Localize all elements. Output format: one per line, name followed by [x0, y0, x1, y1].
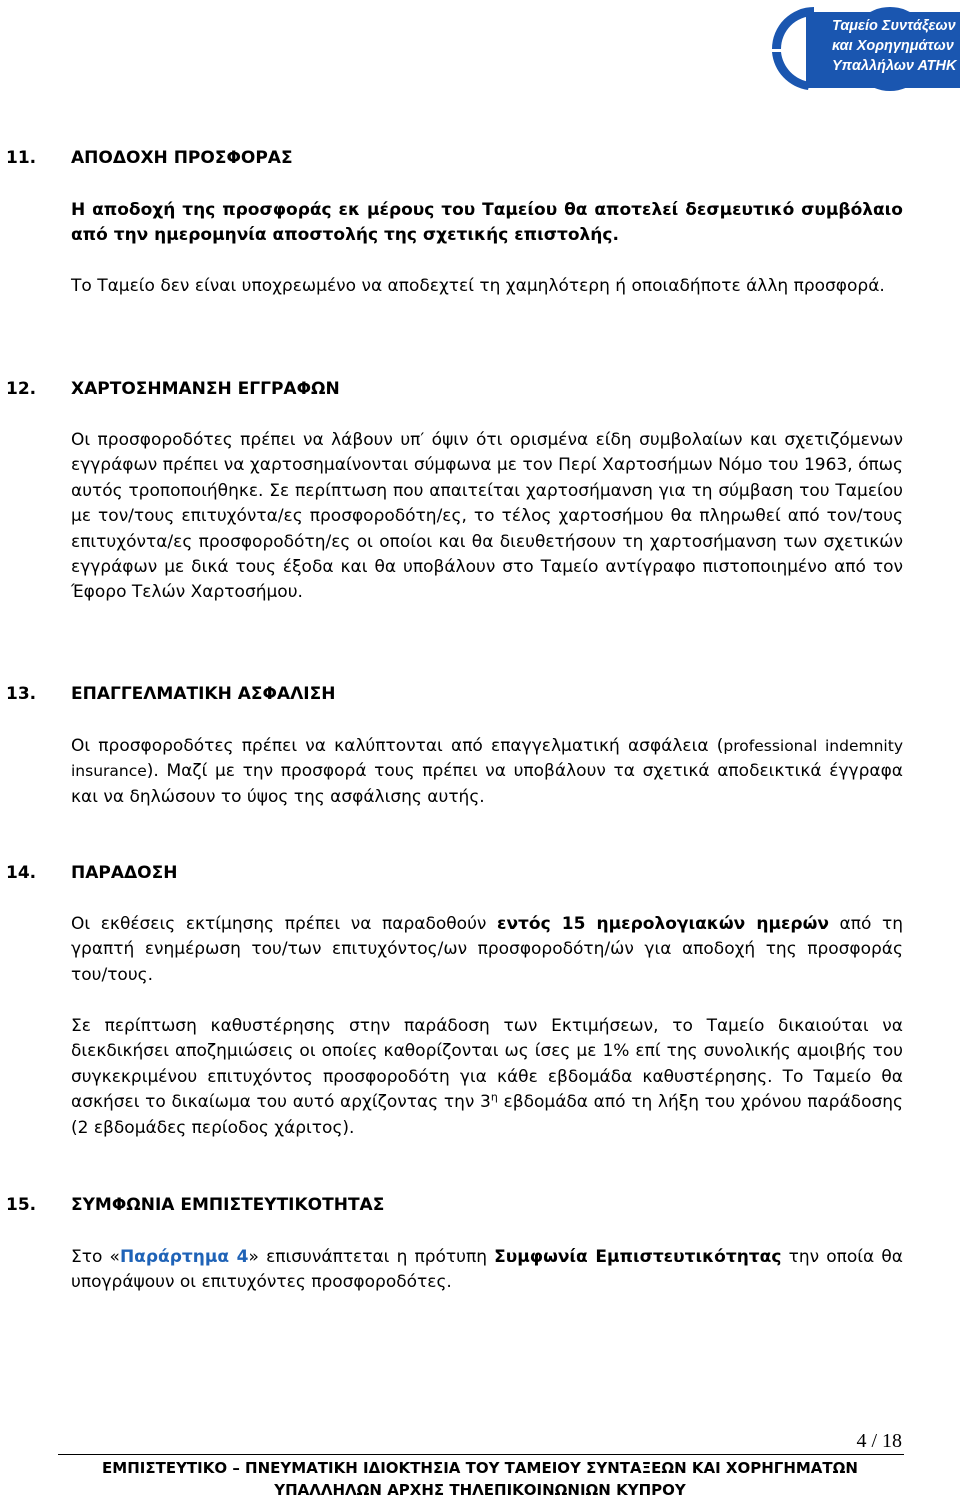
english-term: professional indemnity insurance	[71, 737, 903, 781]
footer-line-1: ΕΜΠΙΣΤΕΥΤΙΚΟ – ΠΝΕΥΜΑΤΙΚΗ ΙΔΙΟΚΤΗΣΙΑ ΤΟΥ ΤΑΜΕΙΟΥ ΣΥΝΤΑΞΕΩΝ ΚΑΙ ΧΟΡΗΓΗΜΑΤΩΝ	[102, 1459, 858, 1477]
logo-text	[832, 16, 956, 76]
lowest-offer-paragraph: Το Ταμείο δεν είναι υποχρεωμένο να αποδεχτεί τη χαμηλότερη ή οποιαδήποτε άλλη προσφορά.	[71, 276, 885, 296]
footer	[0, 1457, 960, 1501]
footer-line-2: ΥΠΑΛΛΗΛΩΝ ΑΡΧΗΣ ΤΗΛΕΠΙΚΟΙΝΩΝΙΩΝ ΚΥΠΡΟΥ	[274, 1481, 686, 1499]
section-number: 12.	[6, 379, 37, 399]
logo-line-1: Ταμείο Συντάξεων	[832, 18, 956, 34]
section-title: ΕΠΑΓΓΕΛΜΑΤΙΚΗ ΑΣΦΑΛΙΣΗ	[71, 684, 336, 704]
fund-logo	[768, 4, 960, 94]
section-title: ΑΠΟΔΟΧΗ ΠΡΟΣΦΟΡΑΣ	[71, 148, 293, 168]
delivery-deadline: εντός 15 ημερολογιακών ημερών	[497, 914, 829, 934]
insurance-paragraph: Οι προσφοροδότες πρέπει να καλύπτονται από επαγγελματική ασφάλεια (professional indemnity insurance). Μαζί με την προσφορά τους πρέπει να υποβάλουν τα σχετικά αποδεικτικά έγγραφα και να δηλώσουν το ύψος της ασφάλισης αυτής.	[71, 736, 903, 807]
section-title: ΧΑΡΤΟΣΗΜΑΝΣΗ ΕΓΓΡΑΦΩΝ	[71, 379, 340, 399]
confidentiality-paragraph: Στο «Παράρτημα 4» επισυνάπτεται η πρότυπη Συμφωνία Εμπιστευτικότητας την οποία θα υπογράψουν οι επιτυχόντες προσφοροδότες.	[71, 1247, 904, 1293]
logo-line-3: Υπαλλήλων ΑΤΗΚ	[832, 58, 957, 74]
section-title: ΣΥΜΦΩΝΙΑ ΕΜΠΙΣΤΕΥΤΙΚΟΤΗΤΑΣ	[71, 1195, 385, 1215]
annex-4-link[interactable]: Παράρτημα 4	[119, 1247, 249, 1267]
delay-penalty-paragraph: Σε περίπτωση καθυστέρησης στην παράδοση των Εκτιμήσεων, το Ταμείο δικαιούται να διεκδικήσει αποζημιώσεις οι οποίες καθορίζονται ως ίσες με 1% επί της συνολικής αμοιβής του συγκεκριμένου επιτυχόντος προσφοροδότη για κάθε εβδομάδα καθυστέρησης. Το Ταμείο θα ασκήσει το δικαίωμα του αυτό αρχίζοντας την $3^\eta$ εβδομάδα από τη λήξη του χρόνου παράδοσης (2 εβδομάδες περίοδος χάριτος).	[71, 1016, 903, 1138]
logo-line-2: και Χορηγημάτων	[832, 38, 954, 54]
section-title: ΠΑΡΑΔΟΣΗ	[71, 863, 178, 883]
page-number: 4 / 18	[856, 1430, 902, 1452]
section-number: 13.	[6, 684, 37, 704]
footer-divider	[58, 1454, 904, 1455]
stamp-duty-paragraph: Οι προσφοροδότες πρέπει να λάβουν υπ′ όψιν ότι ορισμένα είδη συμβολαίων και σχετιζόμενων εγγράφων πρέπει να χαρτοσημαίνονται σύμφωνα με τον Περί Χαρτοσήμων Νόμο του 1963, όπως αυτός τροποποιήθηκε. Σε περίπτωση που απαιτείται χαρτοσήμανση για τη σύμβαση του Ταμείου με τον/τους επιτυχόντα/ες προσφοροδότη/ες, το τέλος χαρτοσήμου θα πληρωθεί από τον/τους επιτυχόντα/ες προσφοροδότη/ες οι οποίοι και θα διευθετήσουν τη χαρτοσήμανση των σχετικών εγγράφων με δικά τους έξοδα και θα υποβάλουν στο Ταμείο αντίγραφο πιστοποιημένο από τον Έφορο Τελών Χαρτοσήμου.	[71, 430, 903, 603]
agreement-name: Συμφωνία Εμπιστευτικότητας	[494, 1247, 782, 1267]
section-number: 14.	[6, 863, 37, 883]
section-number: 15.	[6, 1195, 37, 1215]
delivery-paragraph: Οι εκθέσεις εκτίμησης πρέπει να παραδοθούν εντός 15 ημερολογιακών ημερών από τη γραπτή ενημέρωση του/των επιτυχόντος/ων προσφοροδότη/ών για αποδοχή της προσφοράς του/τους.	[71, 914, 904, 985]
section-number: 11.	[6, 148, 37, 168]
acceptance-paragraph: Η αποδοχή της προσφοράς εκ μέρους του Ταμείου θα αποτελεί δεσμευτικό συμβόλαιο από την ημερομηνία αποστολής της σχετικής επιστολής.	[71, 200, 903, 246]
